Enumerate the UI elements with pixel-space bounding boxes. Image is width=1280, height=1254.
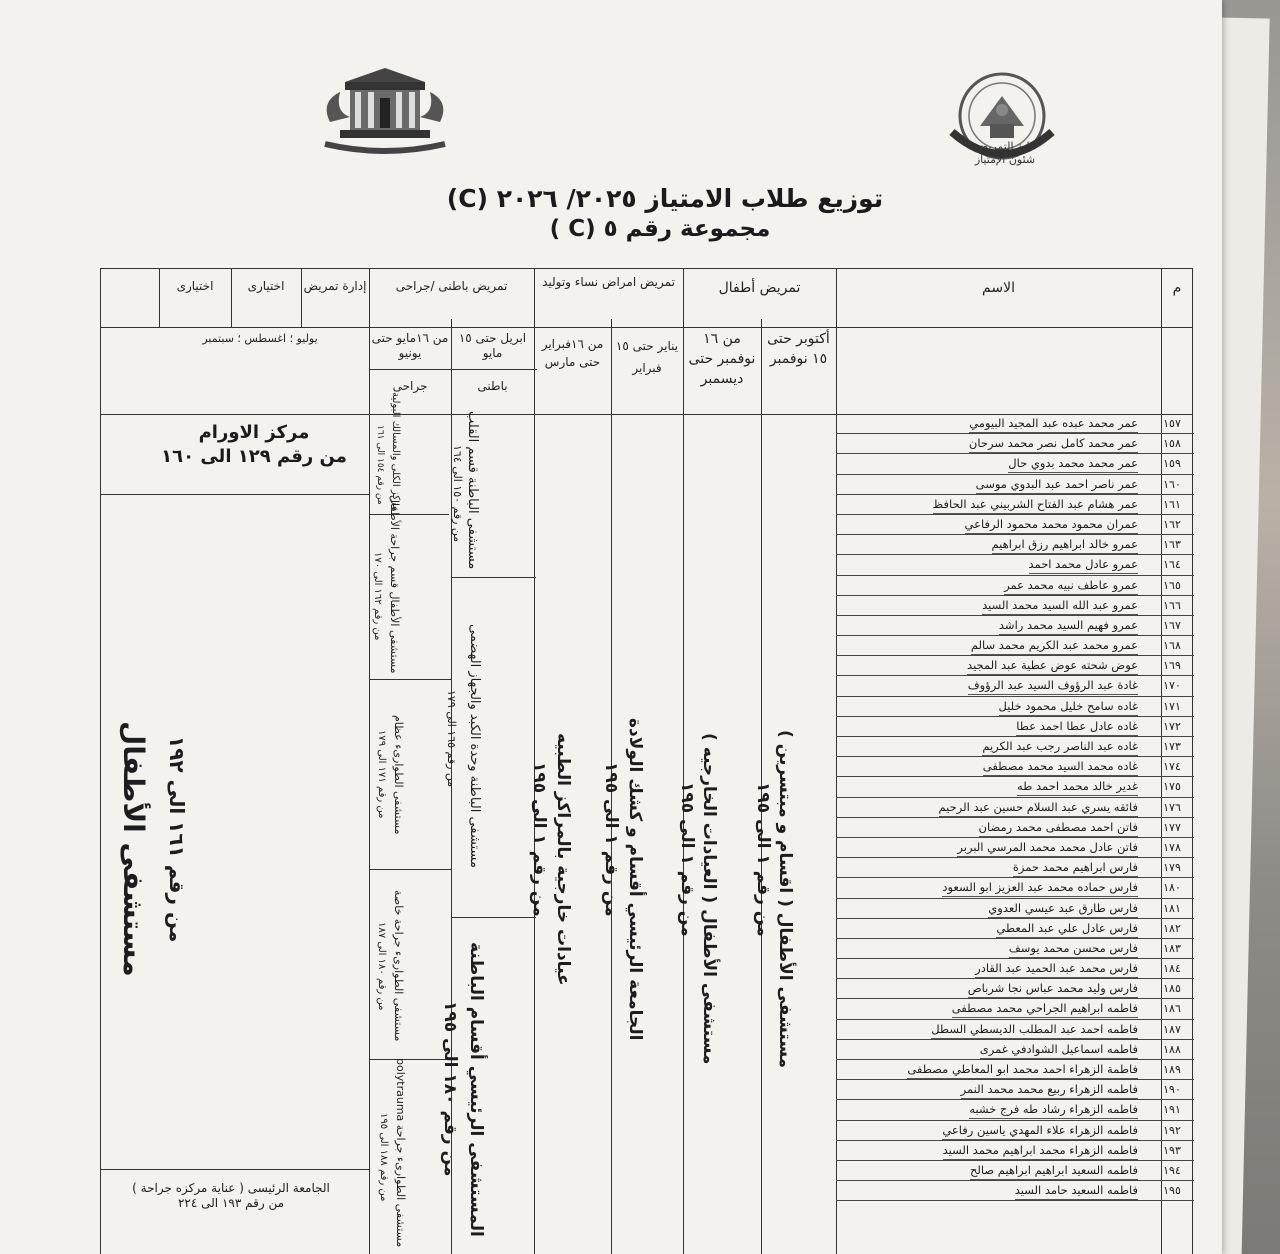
student-number: ١٦٨: [1163, 639, 1181, 653]
grid-hline: [101, 1169, 369, 1170]
student-row: [836, 899, 1194, 919]
student-number: ١٨٧: [1163, 1022, 1181, 1036]
student-row: [836, 717, 1194, 737]
student-row: [836, 1141, 1194, 1161]
grid-hline: [101, 327, 1192, 328]
grid-hline: [369, 369, 537, 370]
page-subtitle: مجموعة رقم ٥ (C ): [549, 216, 771, 242]
student-row: [836, 1080, 1194, 1100]
summer-c-title: الجامعة الرئيسى ( عناية مركزه جراحة ): [132, 1181, 330, 1195]
student-name: فارس محسن محمد يوسف: [1009, 939, 1138, 958]
student-name: عمر محمد محمد بدوي حال: [1008, 454, 1138, 473]
student-number: ١٦٤: [1163, 558, 1181, 572]
student-name: فاطمه ابراهيم الجراحي محمد مصطفى: [952, 999, 1138, 1018]
student-row: [836, 616, 1194, 636]
period-med-2-type: جراحى: [392, 379, 428, 393]
student-name: غاده سامح خليل محمود خليل: [999, 697, 1139, 716]
col-ped-b-range: من رقم ١ الى ١٩٥: [677, 781, 697, 937]
student-number: ١٥٧: [1163, 417, 1181, 430]
header-num: م: [1172, 280, 1182, 296]
period-med-1: ابريل حتى ١٥ مايو: [458, 331, 527, 360]
student-number: ١٧٨: [1163, 840, 1181, 854]
student-row: [836, 596, 1194, 616]
student-number: ١٨٥: [1163, 982, 1181, 996]
col-med-a2-range: من رقم ١٦٥ الى ١٧٩: [445, 690, 458, 788]
col-surg-1: مركز الكلى والمسالك البولية: [390, 392, 401, 511]
col-ped-a-title: مستشفى الأطفال ( اقسام و مبتسرين ): [775, 729, 795, 1069]
col-ob-b-title: عيادات خارجية بالمراكز الطبيه: [553, 732, 573, 986]
student-row: [836, 535, 1194, 555]
period-med-1-type: باطنى: [477, 379, 508, 393]
student-name: فاتن احمد مصطفى محمد رمضان: [979, 818, 1138, 837]
student-name: عمرو فهيم السيد محمد راشد: [999, 616, 1138, 635]
student-row: [836, 757, 1194, 777]
student-row: [836, 1161, 1194, 1181]
distribution-table: [100, 268, 1193, 1254]
student-name: فاتن عادل محمد محمد المرسي البربر: [957, 838, 1138, 857]
student-name: فارس حماده محمد عبد العزيز ابو السعود: [942, 878, 1138, 897]
col-ped-a-range: من رقم ١ الى ١٩٥: [753, 781, 773, 937]
student-row: [836, 1181, 1194, 1201]
students-list: [836, 414, 1194, 1201]
student-name: فاطمه الزهراء علاء المهدي ياسين رفاعي: [942, 1121, 1138, 1140]
student-row: [836, 838, 1194, 858]
student-name: عمرو عاطف نبيه محمد عمر: [1004, 576, 1138, 595]
col-ob-a-range: من رقم ١ الى ١٩٥: [601, 761, 621, 917]
grid-hline: [369, 514, 449, 515]
student-name: عمر ناصر احمد عبد البدوي موسى: [976, 475, 1138, 494]
grid-hline: [369, 869, 451, 870]
grid-hline: [101, 494, 369, 495]
period-summer: يوليو ؛ اغسطس ؛ سبتمبر: [202, 332, 318, 345]
student-number: ١٩٢: [1163, 1123, 1181, 1137]
header-admin: إدارة تمريض: [303, 279, 367, 293]
student-number: ١٨٣: [1163, 941, 1181, 955]
student-number: ١٩١: [1163, 1103, 1181, 1117]
student-row: [836, 1020, 1194, 1040]
student-name: فارس محمد عبد الحميد عبد القادر: [975, 959, 1138, 978]
student-name: غادة عبد الرؤوف السيد عبد الرؤوف: [968, 676, 1138, 695]
student-name: فارس ابراهيم محمد حمزة: [1013, 858, 1138, 877]
student-row: [836, 777, 1194, 797]
student-row: [836, 454, 1194, 474]
student-name: فارس طارق عبد عيسي العدوي: [988, 899, 1138, 918]
header-obgyn: تمريض امراض نساء وتوليد: [542, 275, 675, 289]
student-row: [836, 414, 1194, 434]
header-pediatric: تمريض أطفال: [718, 280, 801, 296]
student-row: [836, 979, 1194, 999]
student-number: ١٩٠: [1163, 1083, 1181, 1097]
student-row: [836, 959, 1194, 979]
student-name: عوض شحته عوض عطية عبد المجيد: [967, 656, 1138, 675]
summer-b-range: من رقم ١٦١ الى ١٩٢: [165, 735, 189, 943]
student-number: ١٩٣: [1163, 1143, 1181, 1157]
col-surg-3: مستشفى الطوارىء عظام: [392, 714, 405, 835]
student-name: فاطمة الزهراء احمد محمد ابو المعاطي مصطفى: [907, 1060, 1138, 1079]
col-surg-4-range: من رقم ١٨٠ الى ١٨٧: [376, 921, 387, 1011]
student-row: [836, 737, 1194, 757]
student-name: عمر هشام عبد الفتاح الشربيني عبد الحافظ: [933, 495, 1138, 514]
student-number: ١٧٠: [1163, 679, 1181, 693]
grid-hline: [451, 577, 536, 578]
grid-vline: [159, 269, 160, 327]
period-ob-2: من ١٦فبراير حتى مارس: [541, 337, 604, 369]
student-name: عمرو عبد الله السيد محمد السيد: [982, 596, 1138, 615]
student-name: فارس وليد محمد عباس نجا شرباص: [968, 979, 1138, 998]
university-logo-icon: [310, 62, 460, 162]
student-number: ١٦٢: [1163, 517, 1181, 531]
student-row: [836, 636, 1194, 656]
col-med-a3: المستشفى الرئيسي أقسام الباطنة: [466, 941, 486, 1237]
col-med-a1-range: من رقم ١٥٠ الى ١٦٤: [451, 445, 464, 543]
student-number: ١٨٤: [1163, 962, 1181, 976]
student-name: فائقه يسري عبد السلام حسين عبد الرحيم: [939, 798, 1138, 817]
student-number: ١٦٩: [1163, 659, 1181, 673]
student-row: [836, 434, 1194, 454]
student-row: [836, 999, 1194, 1019]
student-number: ١٩٤: [1163, 1163, 1181, 1177]
header-name: الاسم: [982, 280, 1015, 296]
student-number: ١٨٠: [1163, 881, 1181, 895]
student-name: فاطمه الزهراء رشاد طه فرج خشبه: [969, 1100, 1138, 1119]
caption-line-1: كلية التمريض: [974, 140, 1036, 153]
student-name: فاطمه السعيد حامد السيد: [1015, 1181, 1138, 1200]
col-med-a1: مستشفى الباطنة قسم القلب: [465, 410, 480, 569]
student-row: [836, 858, 1194, 878]
period-ped-2: من ١٦ نوفمبر حتى ديسمبر: [688, 331, 756, 387]
student-number: ١٥٨: [1163, 437, 1181, 451]
student-name: فاطمه الزهراء ربيع محمد محمد النمر: [961, 1080, 1138, 1099]
student-row: [836, 1040, 1194, 1060]
student-number: ١٦٧: [1163, 618, 1181, 632]
grid-vline: [369, 269, 370, 1254]
student-row: [836, 919, 1194, 939]
student-number: ١٧٧: [1163, 820, 1181, 834]
col-ped-b-title: مستشفى الأطفال ( العيادات الخارجيه ): [699, 733, 719, 1065]
student-name: عمرو خالد ابراهيم رزق ابراهيم: [992, 535, 1138, 554]
student-number: ١٧٢: [1163, 719, 1181, 733]
grid-vline: [231, 269, 232, 327]
student-number: ١٦٥: [1163, 578, 1181, 592]
period-med-2: من ١٦مايو حتى يونيو: [371, 331, 449, 360]
col-surg-2-range: من رقم ١٦٢ الى ١٧٠: [372, 552, 383, 641]
student-row: [836, 697, 1194, 717]
student-number: ١٨٨: [1163, 1042, 1181, 1056]
student-row: [836, 939, 1194, 959]
col-surg-5-range: من رقم ١٨٨ الى ١٩٥: [378, 1112, 389, 1202]
student-number: ١٧٣: [1163, 740, 1181, 753]
student-name: غدير خالد محمد احمد طه: [1017, 777, 1138, 796]
col-med-a3-range: من رقم ١٨٠ الى ١٩٥: [440, 1001, 460, 1177]
student-number: ١٧٩: [1163, 861, 1181, 875]
col-surg-4: مستشفى الطوارىء جراحة خاصة: [392, 890, 405, 1042]
student-number: ١٧٤: [1163, 760, 1181, 774]
student-name: عمر محمد كامل نصر محمد سرحان: [969, 434, 1138, 453]
student-name: عمر محمد عبده عبد المجيد البيومي: [969, 414, 1138, 433]
logo-caption: [955, 140, 1055, 166]
student-row: [836, 1060, 1194, 1080]
student-name: فارس عادل علي عبد المعطي: [996, 919, 1138, 938]
student-row: [836, 656, 1194, 676]
header-elective-2: اختيارى: [176, 279, 214, 293]
student-row: [836, 676, 1194, 696]
student-number: ١٨٦: [1163, 1002, 1181, 1016]
col-ob-b-range: من رقم ١ الى ١٩٥: [529, 761, 549, 917]
student-number: ١٩٥: [1163, 1184, 1181, 1198]
student-number: ١٧١: [1163, 699, 1181, 713]
student-name: غاده محمد السيد محمد مصطفى: [983, 757, 1138, 776]
summer-oncology-block: [137, 421, 371, 469]
col-surg-3-range: من رقم ١٧١ الى ١٧٩: [376, 730, 387, 819]
student-name: عمرو محمد عبد الكريم محمد سالم: [971, 636, 1138, 655]
student-number: ١٨١: [1163, 901, 1181, 915]
student-number: ١٧٥: [1163, 780, 1181, 794]
student-name: عمرو عادل محمد احمد: [1029, 555, 1138, 574]
student-name: غاده عبد الناصر رجب عبد الكريم: [982, 737, 1138, 756]
grid-hline: [369, 679, 451, 680]
student-number: ١٦٦: [1163, 598, 1181, 612]
col-med-a2: مستشفى الباطنة وحدة الكبد والجهاز الهضمى: [467, 624, 482, 868]
student-row: [836, 495, 1194, 515]
col-ob-a-title: الجامعة الرئيسي أقسام و كشك الولادة: [625, 717, 645, 1041]
header-elective-1: اختيارى: [247, 279, 285, 293]
student-row: [836, 555, 1194, 575]
summer-main-block: [111, 1181, 351, 1211]
summer-a-range: من رقم ١٢٩ الى ١٦٠: [161, 446, 347, 467]
faculty-seal-icon: [940, 66, 1070, 186]
header-medsurg: تمريض باطنى /جراحى: [395, 279, 508, 293]
summer-b-title: مستشفى الأطفال: [117, 721, 150, 977]
page-title: توزيع طلاب الامتياز ٢٠٢٥/ ٢٠٢٦ (C): [446, 184, 884, 213]
summer-a-title: مركز الاورام: [198, 422, 310, 443]
summer-c-range: من رقم ١٩٣ الى ٢٢٤: [177, 1196, 285, 1210]
student-number: ١٨٩: [1163, 1063, 1181, 1076]
student-number: ١٨٢: [1163, 921, 1181, 935]
col-surg-2: مستشفى الأطفال قسم جراحة الأطفال: [388, 495, 401, 674]
student-row: [836, 818, 1194, 838]
student-name: فاطمه احمد عبد المطلب الديسطي السطل: [931, 1020, 1138, 1039]
student-name: فاطمه الزهراء محمد ابراهيم محمد السيد: [943, 1141, 1138, 1160]
student-name: فاطمه اسماعيل الشوادفي غمرى: [980, 1040, 1138, 1059]
student-number: ١٦١: [1163, 497, 1181, 511]
student-row: [836, 878, 1194, 898]
caption-line-2: شئون الإمتياز: [974, 153, 1036, 166]
student-number: ١٧٦: [1163, 800, 1181, 814]
student-number: ١٥٩: [1163, 457, 1181, 471]
col-surg-1-range: من رقم ١٥٤ الى ١٦١: [375, 425, 385, 505]
student-row: [836, 798, 1194, 818]
student-number: ١٦٣: [1163, 538, 1181, 552]
period-ped-1: أكتوبر حتى ١٥ نوفمبر: [767, 331, 830, 367]
student-name: عمران محمود محمد محمود الرفاعي: [965, 515, 1138, 534]
period-ob-1: يناير حتى ١٥ فبراير: [615, 339, 679, 375]
student-row: [836, 475, 1194, 495]
grid-vline: [301, 269, 302, 327]
student-number: ١٦٠: [1163, 477, 1181, 491]
student-name: فاطمه السعيد ابراهيم ابراهيم صالح: [970, 1161, 1138, 1180]
student-row: [836, 1100, 1194, 1120]
col-surg-5: مستشفى الطوارىء جراحة polytrauma: [394, 1057, 407, 1247]
grid-hline: [451, 917, 536, 918]
student-name: غاده عادل عطا احمد عطا: [1016, 717, 1138, 736]
student-row: [836, 1121, 1194, 1141]
student-row: [836, 515, 1194, 535]
student-row: [836, 576, 1194, 596]
